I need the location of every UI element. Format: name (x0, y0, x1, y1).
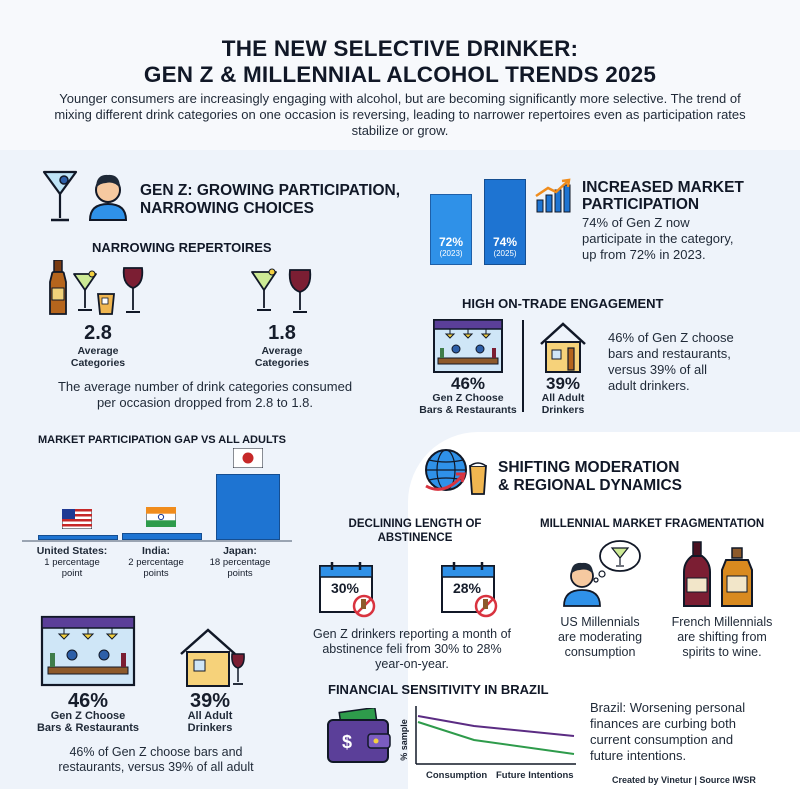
gap-heading: MARKET PARTICIPATION GAP VS ALL ADULTS (38, 434, 286, 446)
drink-categories-cluster-icon (48, 260, 148, 318)
on-trade-all-label-line1: All Adult (541, 392, 585, 404)
on-trade-text-line4: adult drinkers. (608, 378, 690, 393)
page-title-line1: THE NEW SELECTIVE DRINKER: (221, 36, 579, 61)
gap-bar-chart (20, 450, 300, 540)
abstinence-heading-line1: DECLINING LENGTH OF (348, 518, 482, 530)
on-trade-genz-value: 46% (450, 374, 486, 393)
source-credit: Created by Vinetur | Source IWSR (612, 775, 756, 785)
calendar-before-value: 30% (330, 580, 360, 596)
repertoires-heading: NARROWING REPERTOIRES (92, 240, 272, 255)
repeat-text-line1: 46% of Gen Z choose bars and (69, 745, 243, 759)
brazil-heading: FINANCIAL SENSITIVITY IN BRAZIL (328, 682, 549, 697)
after-categories-label-line1: Average (261, 345, 303, 357)
thinking-millennial-icon (562, 538, 642, 608)
house-icon (538, 320, 588, 374)
repeat-all-label-line1: All Adult (187, 710, 233, 722)
gap-country-japan-name: Japan: (223, 545, 257, 557)
on-trade-all-label-line2: Drinkers (541, 404, 585, 416)
genz-heading-line1: GEN Z: GROWING PARTICIPATION, (140, 182, 401, 199)
gap-country-japan-detail-line1: 18 percentage (209, 557, 271, 568)
repertoires-description-line1: The average number of drink categories consumed (57, 379, 353, 394)
participation-bar-chart (420, 165, 540, 265)
millennial-heading: MILLENNIAL MARKET FRAGMENTATION (540, 518, 765, 530)
moderation-heading-line2: & REGIONAL DYNAMICS (498, 477, 683, 494)
abstinence-heading-line2: ABSTINENCE (377, 532, 453, 544)
participation-heading-line1: INCREASED MARKET (582, 179, 744, 196)
us-millennials-line1: US Millennials (560, 615, 640, 629)
brazil-text-line2: finances are curbing both (590, 716, 736, 731)
gap-country-us-detail-line1: 1 percentage (44, 557, 100, 568)
abstinence-text-line3: year-on-year. (375, 657, 449, 671)
us-millennials-line2: are moderating (557, 630, 643, 644)
participation-bar-2025-year: (2025) (493, 249, 517, 258)
brazil-x-label-future: Future Intentions (496, 770, 574, 781)
drink-pair-icon (250, 266, 314, 316)
after-categories-value: 1.8 (268, 322, 296, 344)
participation-bar-2023-label: 72% (438, 235, 464, 249)
repeat-genz-label-line1: Gen Z Choose (50, 710, 126, 722)
participation-heading-line2: PARTICIPATION (582, 196, 700, 213)
globe-arrow-icon (422, 446, 490, 498)
house-wine-icon (178, 626, 248, 688)
genz-heading-line2: NARROWING CHOICES (140, 200, 314, 217)
brazil-text-line3: current consumption and (590, 732, 734, 747)
before-categories-value: 2.8 (84, 322, 112, 344)
french-millennials-line1: French Millennials (671, 615, 773, 629)
wallet-icon (326, 708, 392, 764)
us-millennials-line3: consumption (564, 645, 636, 659)
on-trade-text-line2: bars and restaurants, (608, 346, 731, 361)
page-subtitle: Younger consumers are increasingly engaging with alcohol, but are becoming significantly more selective. The trend of mixing different drink categories on one occasion is reversing, leading to narrower repertoires even as participation rates stabilize or grow. (54, 91, 746, 138)
gap-country-us-detail-line2: point (61, 568, 83, 579)
moderation-heading-line1: SHIFTING MODERATION (498, 459, 680, 476)
on-trade-text-line1: 46% of Gen Z choose (608, 330, 734, 345)
martini-glass-icon (42, 168, 78, 226)
india-flag-icon (146, 507, 176, 527)
brazil-text-line1: Brazil: Worsening personal (590, 700, 746, 715)
on-trade-text-line3: versus 39% of all (608, 362, 707, 377)
svg-text:$: $ (342, 732, 353, 752)
wine-spirits-bottles-icon (682, 540, 762, 608)
gap-bar-japan (216, 474, 280, 540)
abstinence-text-line2: abstinence feli from 30% to 28% (322, 642, 502, 656)
repeat-all-value: 39% (189, 690, 231, 712)
before-categories-label-line1: Average (77, 345, 119, 357)
young-person-icon (86, 170, 130, 222)
before-categories-label-line2: Categories (70, 357, 126, 369)
french-millennials-line2: are shifting from (677, 630, 767, 644)
brazil-y-axis-label: % sample (399, 719, 409, 761)
abstinence-text-line1: Gen Z drinkers reporting a month of (312, 627, 511, 641)
repeat-genz-label-line2: Bars & Restaurants (36, 722, 140, 734)
bar-restaurant-icon (432, 318, 504, 374)
page-title-line2: GEN Z & MILLENNIAL ALCOHOL TRENDS 2025 (143, 62, 657, 87)
french-millennials-line3: spirits to wine. (682, 645, 762, 659)
growth-chart-icon (534, 178, 574, 214)
brazil-trend-chart (404, 704, 580, 768)
on-trade-genz-label-line2: Bars & Restaurants (419, 404, 517, 416)
participation-bar-2023-year: (2023) (439, 249, 463, 258)
gap-country-india-detail-line2: points (143, 568, 169, 579)
participation-bar-2025-label: 74% (492, 235, 518, 249)
on-trade-all-value: 39% (545, 374, 581, 393)
repertoires-description-line2: per occasion dropped from 2.8 to 1.8. (96, 395, 314, 410)
japan-flag-icon (233, 448, 263, 468)
brazil-x-label-consumption: Consumption (426, 770, 488, 781)
brazil-consumption-line (418, 716, 574, 736)
repeat-genz-value: 46% (67, 690, 109, 712)
usa-flag-icon (62, 509, 92, 529)
gap-country-japan-detail-line2: points (227, 568, 253, 579)
repeat-text-line2: restaurants, versus 39% of all adult (58, 760, 254, 774)
participation-text-line1: 74% of Gen Z now (582, 215, 690, 230)
repeat-all-label-line2: Drinkers (187, 722, 233, 734)
on-trade-genz-label-line1: Gen Z Choose (432, 392, 504, 404)
on-trade-heading: HIGH ON-TRADE ENGAGEMENT (462, 296, 664, 311)
participation-text-line3: up from 72% in 2023. (582, 247, 706, 262)
brazil-text-line4: future intentions. (590, 748, 687, 763)
gap-country-india-name: India: (142, 545, 170, 557)
participation-text-line2: participate in the category, (582, 231, 734, 246)
brazil-intentions-line (418, 722, 574, 754)
after-categories-label-line2: Categories (254, 357, 310, 369)
gap-baseline (22, 540, 292, 542)
gap-country-india-detail-line1: 2 percentage (128, 557, 184, 568)
gap-bar-india (122, 533, 202, 540)
gap-country-us-name: United States: (36, 545, 108, 557)
bar-restaurant-large-icon (40, 615, 136, 687)
calendar-after-value: 28% (452, 580, 482, 596)
